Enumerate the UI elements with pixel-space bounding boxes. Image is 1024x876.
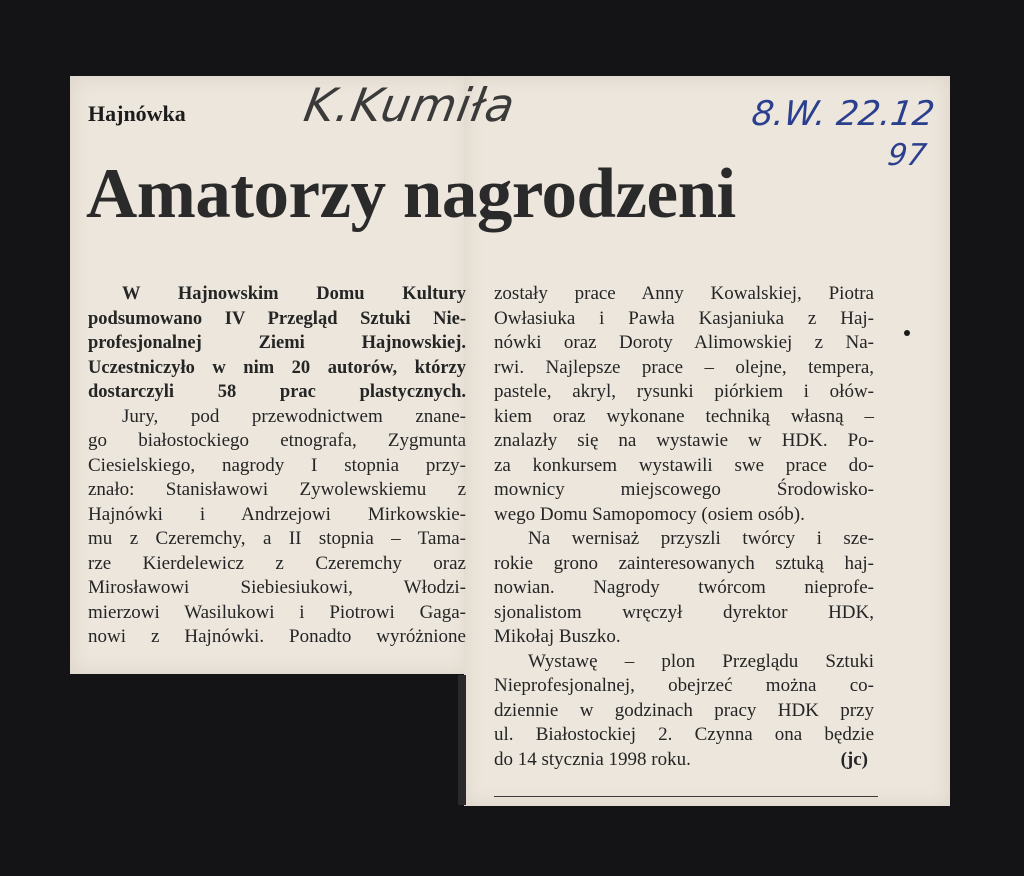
text-line: pastele, akryl, rysunki piórkiem i ołów- xyxy=(494,381,874,402)
text-line: Hajnówki i Andrzejowi Mirkowskie- xyxy=(88,503,466,525)
text-line: Uczestniczyło w nim 20 autorów, którzy xyxy=(88,357,466,378)
article-column-left xyxy=(88,282,466,650)
text-line: Mikołaj Buszko. xyxy=(494,626,621,647)
text-line: Owłasiuka i Pawła Kasjaniuka z Haj- xyxy=(494,307,874,329)
article-column-right xyxy=(494,282,874,772)
body-paragraph-vernissage xyxy=(494,527,874,650)
text-line: nówki oraz Doroty Alimowskiej z Na- xyxy=(494,332,874,353)
author-signature: (jc) xyxy=(840,748,868,770)
end-rule xyxy=(494,796,878,797)
text-line: rokie grono zainteresowanych sztuką haj- xyxy=(494,552,874,574)
article-headline: Amatorzy nagrodzeni xyxy=(86,155,736,233)
text-line: W Hajnowskim Domu Kultury xyxy=(122,284,466,304)
text-line: za konkursem wystawili swe prace do- xyxy=(494,454,874,476)
text-line: Nieprofesjonalnej, obejrzeć można co- xyxy=(494,675,874,696)
text-line: Jury, pod przewodnictwem znane- xyxy=(122,405,466,427)
text-line: znało: Stanisławowi Zywolewskiemu z xyxy=(88,479,466,500)
text-line: dostarczyli 58 prac plastycznych. xyxy=(88,382,466,402)
clipping-torn-edge xyxy=(458,675,466,805)
body-paragraph-jury xyxy=(88,405,466,650)
text-line: ul. Białostockiej 2. Czynna ona będzie xyxy=(494,724,874,745)
text-line: Ciesielskiego, nagrody I stopnia przy- xyxy=(88,454,466,476)
text-line: sjonalistom wręczył dyrektor HDK, xyxy=(494,601,874,623)
text-line: rwi. Najlepsze prace – olejne, tempera, xyxy=(494,356,874,378)
body-paragraph-exhibition xyxy=(494,650,874,773)
text-line: mu z Czeremchy, a II stopnia – Tama- xyxy=(88,528,466,549)
text-line: znalazły się na wystawie w HDK. Po- xyxy=(494,430,874,451)
section-label: Hajnówka xyxy=(88,101,186,126)
handwritten-author-note: K.Kumiła xyxy=(300,78,520,132)
text-line: podsumowano IV Przegląd Sztuki Nie- xyxy=(88,308,466,329)
text-line: nowian. Nagrody twórcom nieprofe- xyxy=(494,577,874,598)
body-paragraph-awards xyxy=(494,282,874,527)
paper-speck xyxy=(904,330,910,336)
handwritten-year-note: 97 xyxy=(885,138,929,173)
text-line: Wystawę – plon Przeglądu Sztuki xyxy=(528,650,874,672)
lead-paragraph xyxy=(88,282,466,405)
text-line: zostały prace Anny Kowalskiej, Piotra xyxy=(494,283,874,304)
text-line: dziennie w godzinach pracy HDK przy xyxy=(494,699,874,721)
text-line: profesjonalnej Ziemi Hajnowskiej. xyxy=(88,333,466,353)
text-line: Mirosławowi Siebiesiukowi, Włodzi- xyxy=(88,577,466,598)
text-line: nowi z Hajnówki. Ponadto wyróżnione xyxy=(88,626,466,647)
text-line: wego Domu Samopomocy (osiem osób). xyxy=(494,503,805,525)
text-line: do 14 stycznia 1998 roku. xyxy=(494,748,691,770)
text-line: rze Kierdelewicz z Czeremchy oraz xyxy=(88,552,466,574)
closing-line xyxy=(494,748,874,773)
text-line: mownicy miejscowego Środowisko- xyxy=(494,479,874,500)
handwritten-date-note: 8.W. 22.12 xyxy=(749,94,938,134)
text-line: go białostockiego etnografa, Zygmunta xyxy=(88,430,466,451)
text-line: Na wernisaż przyszli twórcy i sze- xyxy=(528,528,874,549)
text-line: mierzowi Wasilukowi i Piotrowi Gaga- xyxy=(88,601,466,623)
text-line: kiem oraz wykonane techniką własną – xyxy=(494,405,874,427)
